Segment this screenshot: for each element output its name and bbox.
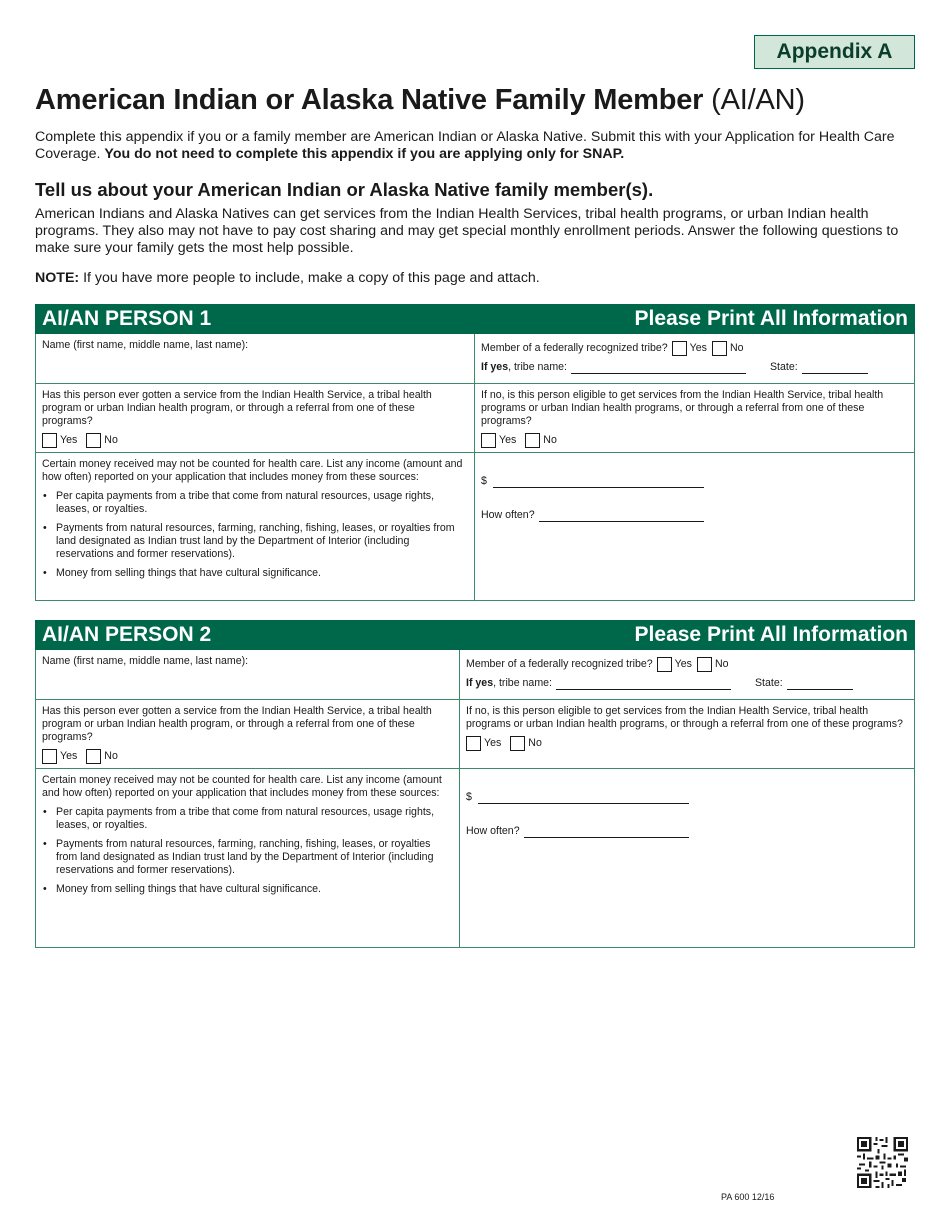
person-1-tribe-yes-label: Yes [689,342,707,354]
note-label: NOTE: [35,270,80,286]
list-item: • Per capita payments from a tribe that come from natural resources, usage rights, leases, or royalties. [42,490,468,516]
person-2-service-question: Has this person ever gotten a service from the Indian Health Service, a tribal health program or urban Indian health program, or through a referral from one of these programs? [42,705,432,743]
person-1-income-list [42,490,468,580]
person-2-eligible-yes-checkbox[interactable] [466,736,481,751]
person-2-service-cell [36,700,460,769]
person-1-tribe-cell [475,334,914,384]
person-2-service-yes-checkbox[interactable] [42,749,57,764]
person-1-how-often-label: How often? [481,509,535,521]
person-2-tribe-yes-label: Yes [674,658,692,670]
person-1-amount-input[interactable] [493,478,704,488]
page-title-abbr: (AI/AN) [711,84,805,116]
person-1-service-no-checkbox[interactable] [86,433,101,448]
form-code: PA 600 12/16 [721,1192,775,1202]
person-2-tribe-no-label: No [714,658,729,670]
person-1-tribe-no-checkbox[interactable] [712,341,727,356]
person-1-name-field[interactable] [36,334,475,384]
person-1-service-yes-checkbox[interactable] [42,433,57,448]
person-2-eligible-no-label: No [528,737,542,749]
intro-bold-text: You do not need to complete this appendix if you are applying only for SNAP. [104,146,625,162]
person-2-table [35,650,915,948]
person-2-eligible-cell [460,700,914,769]
person-1-eligible-yes-label: Yes [499,434,517,446]
person-1-name-label: Name (first name, middle name, last name): [42,339,249,351]
person-1-service-yes-label: Yes [60,434,78,446]
person-2-income-list [42,806,453,896]
person-2-amount-input[interactable] [478,794,689,804]
note-text: If you have more people to include, make a copy of this page and attach. [83,270,540,286]
person-2-amount-cell [460,769,914,947]
person-1-eligible-no-label: No [543,434,557,446]
intro-paragraph [35,129,915,163]
person-2-income-cell [36,769,460,947]
person-1-tribe-no-label: No [729,342,744,354]
person-2-name-label: Name (first name, middle name, last name): [42,655,249,667]
person-1-service-cell [36,384,475,453]
list-item: • Money from selling things that have cultural significance. [42,883,453,896]
person-2-print-label: Please Print All Information [634,623,908,646]
person-2-tribe-yes-checkbox[interactable] [657,657,672,672]
page-title-main: American Indian or Alaska Native Family Member [35,84,704,116]
person-1-income-cell [36,453,475,600]
person-1-title: AI/AN PERSON 1 [42,307,212,330]
person-2-eligible-question: If no, is this person eligible to get services from the Indian Health Service, tribal health programs or urban Indian health programs, or through a referral from one of these programs? [466,705,903,730]
person-2-dollar-label: $ [466,791,472,803]
person-2-tribe-cell [460,650,914,700]
person-1-amount-cell [475,453,914,600]
person-2-tribe-name-input[interactable] [556,680,731,690]
person-1-service-no-label: No [104,434,118,446]
section-body: American Indians and Alaska Natives can get services from the Indian Health Services, tribal health programs, or urban Indian health programs. They also may not have to pay cost sharing and may get special monthly enrollment periods. Answer the following questions to make sure your family gets the most help possible. [35,206,899,256]
person-2-eligible-yes-label: Yes [484,737,502,749]
person-1-tribe-name-input[interactable] [571,364,746,374]
person-2-state-label: State: [754,677,783,689]
person-2-service-no-label: No [104,750,118,762]
person-2-section [35,620,915,948]
person-2-service-yes-label: Yes [60,750,78,762]
person-2-state-input[interactable] [787,680,853,690]
person-1-print-label: Please Print All Information [634,307,908,330]
person-1-income-intro: Certain money received may not be counted for health care. List any income (amount and how often) reported on your application that includes money from these sources: [42,458,463,483]
person-2-eligible-no-checkbox[interactable] [510,736,525,751]
person-1-tribe-name-label: , tribe name: [508,361,567,373]
person-1-state-input[interactable] [802,364,868,374]
person-1-eligible-question: If no, is this person eligible to get services from the Indian Health Service, tribal health programs or urban Indian health programs, or through a referral from one of these programs? [481,389,884,427]
list-item: • Payments from natural resources, farming, ranching, fishing, leases, or royalties from land designated as Indian trust land by the Department of Interior (including reservations and former reservations). [42,838,453,877]
person-1-tribe-question: Member of a federally recognized tribe? [481,342,668,354]
qr-code-icon [857,1137,908,1188]
person-1-dollar-label: $ [481,475,487,487]
person-2-income-intro: Certain money received may not be counted for health care. List any income (amount and how often) reported on your application that includes money from these sources: [42,774,442,799]
person-2-service-no-checkbox[interactable] [86,749,101,764]
intro-text: Complete this appendix if you or a family member are American Indian or Alaska Native. Submit this with your Application for Health Care Coverage. [35,129,895,162]
list-item: • Money from selling things that have cultural significance. [42,567,468,580]
person-1-eligible-no-checkbox[interactable] [525,433,540,448]
person-2-how-often-label: How often? [466,825,520,837]
person-2-name-field[interactable] [36,650,460,700]
person-1-eligible-cell [475,384,914,453]
person-2-title: AI/AN PERSON 2 [42,623,212,646]
person-2-tribe-name-label: , tribe name: [493,677,552,689]
appendix-label: Appendix A [754,35,915,69]
person-2-tribe-question: Member of a federally recognized tribe? [466,658,653,670]
note [35,270,540,286]
person-1-header [35,304,915,334]
person-2-if-yes-label: If yes [466,677,494,689]
person-1-service-question: Has this person ever gotten a service from the Indian Health Service, a tribal health program or urban Indian health program, or through a referral from one of these programs? [42,389,432,427]
list-item: • Payments from natural resources, farming, ranching, fishing, leases, or royalties from land designated as Indian trust land by the Department of Interior (including reservations and former reservations). [42,522,468,561]
person-1-tribe-yes-checkbox[interactable] [672,341,687,356]
person-1-eligible-yes-checkbox[interactable] [481,433,496,448]
list-item: • Per capita payments from a tribe that come from natural resources, usage rights, leases, or royalties. [42,806,453,832]
person-2-tribe-no-checkbox[interactable] [697,657,712,672]
person-2-how-often-input[interactable] [524,828,689,838]
page-title [35,84,805,117]
person-1-state-label: State: [769,361,798,373]
person-1-if-yes-label: If yes [481,361,509,373]
person-1-section [35,304,915,601]
person-1-table [35,334,915,601]
person-2-header [35,620,915,650]
person-1-how-often-input[interactable] [539,512,704,522]
section-heading: Tell us about your American Indian or Alaska Native family member(s). [35,179,654,200]
